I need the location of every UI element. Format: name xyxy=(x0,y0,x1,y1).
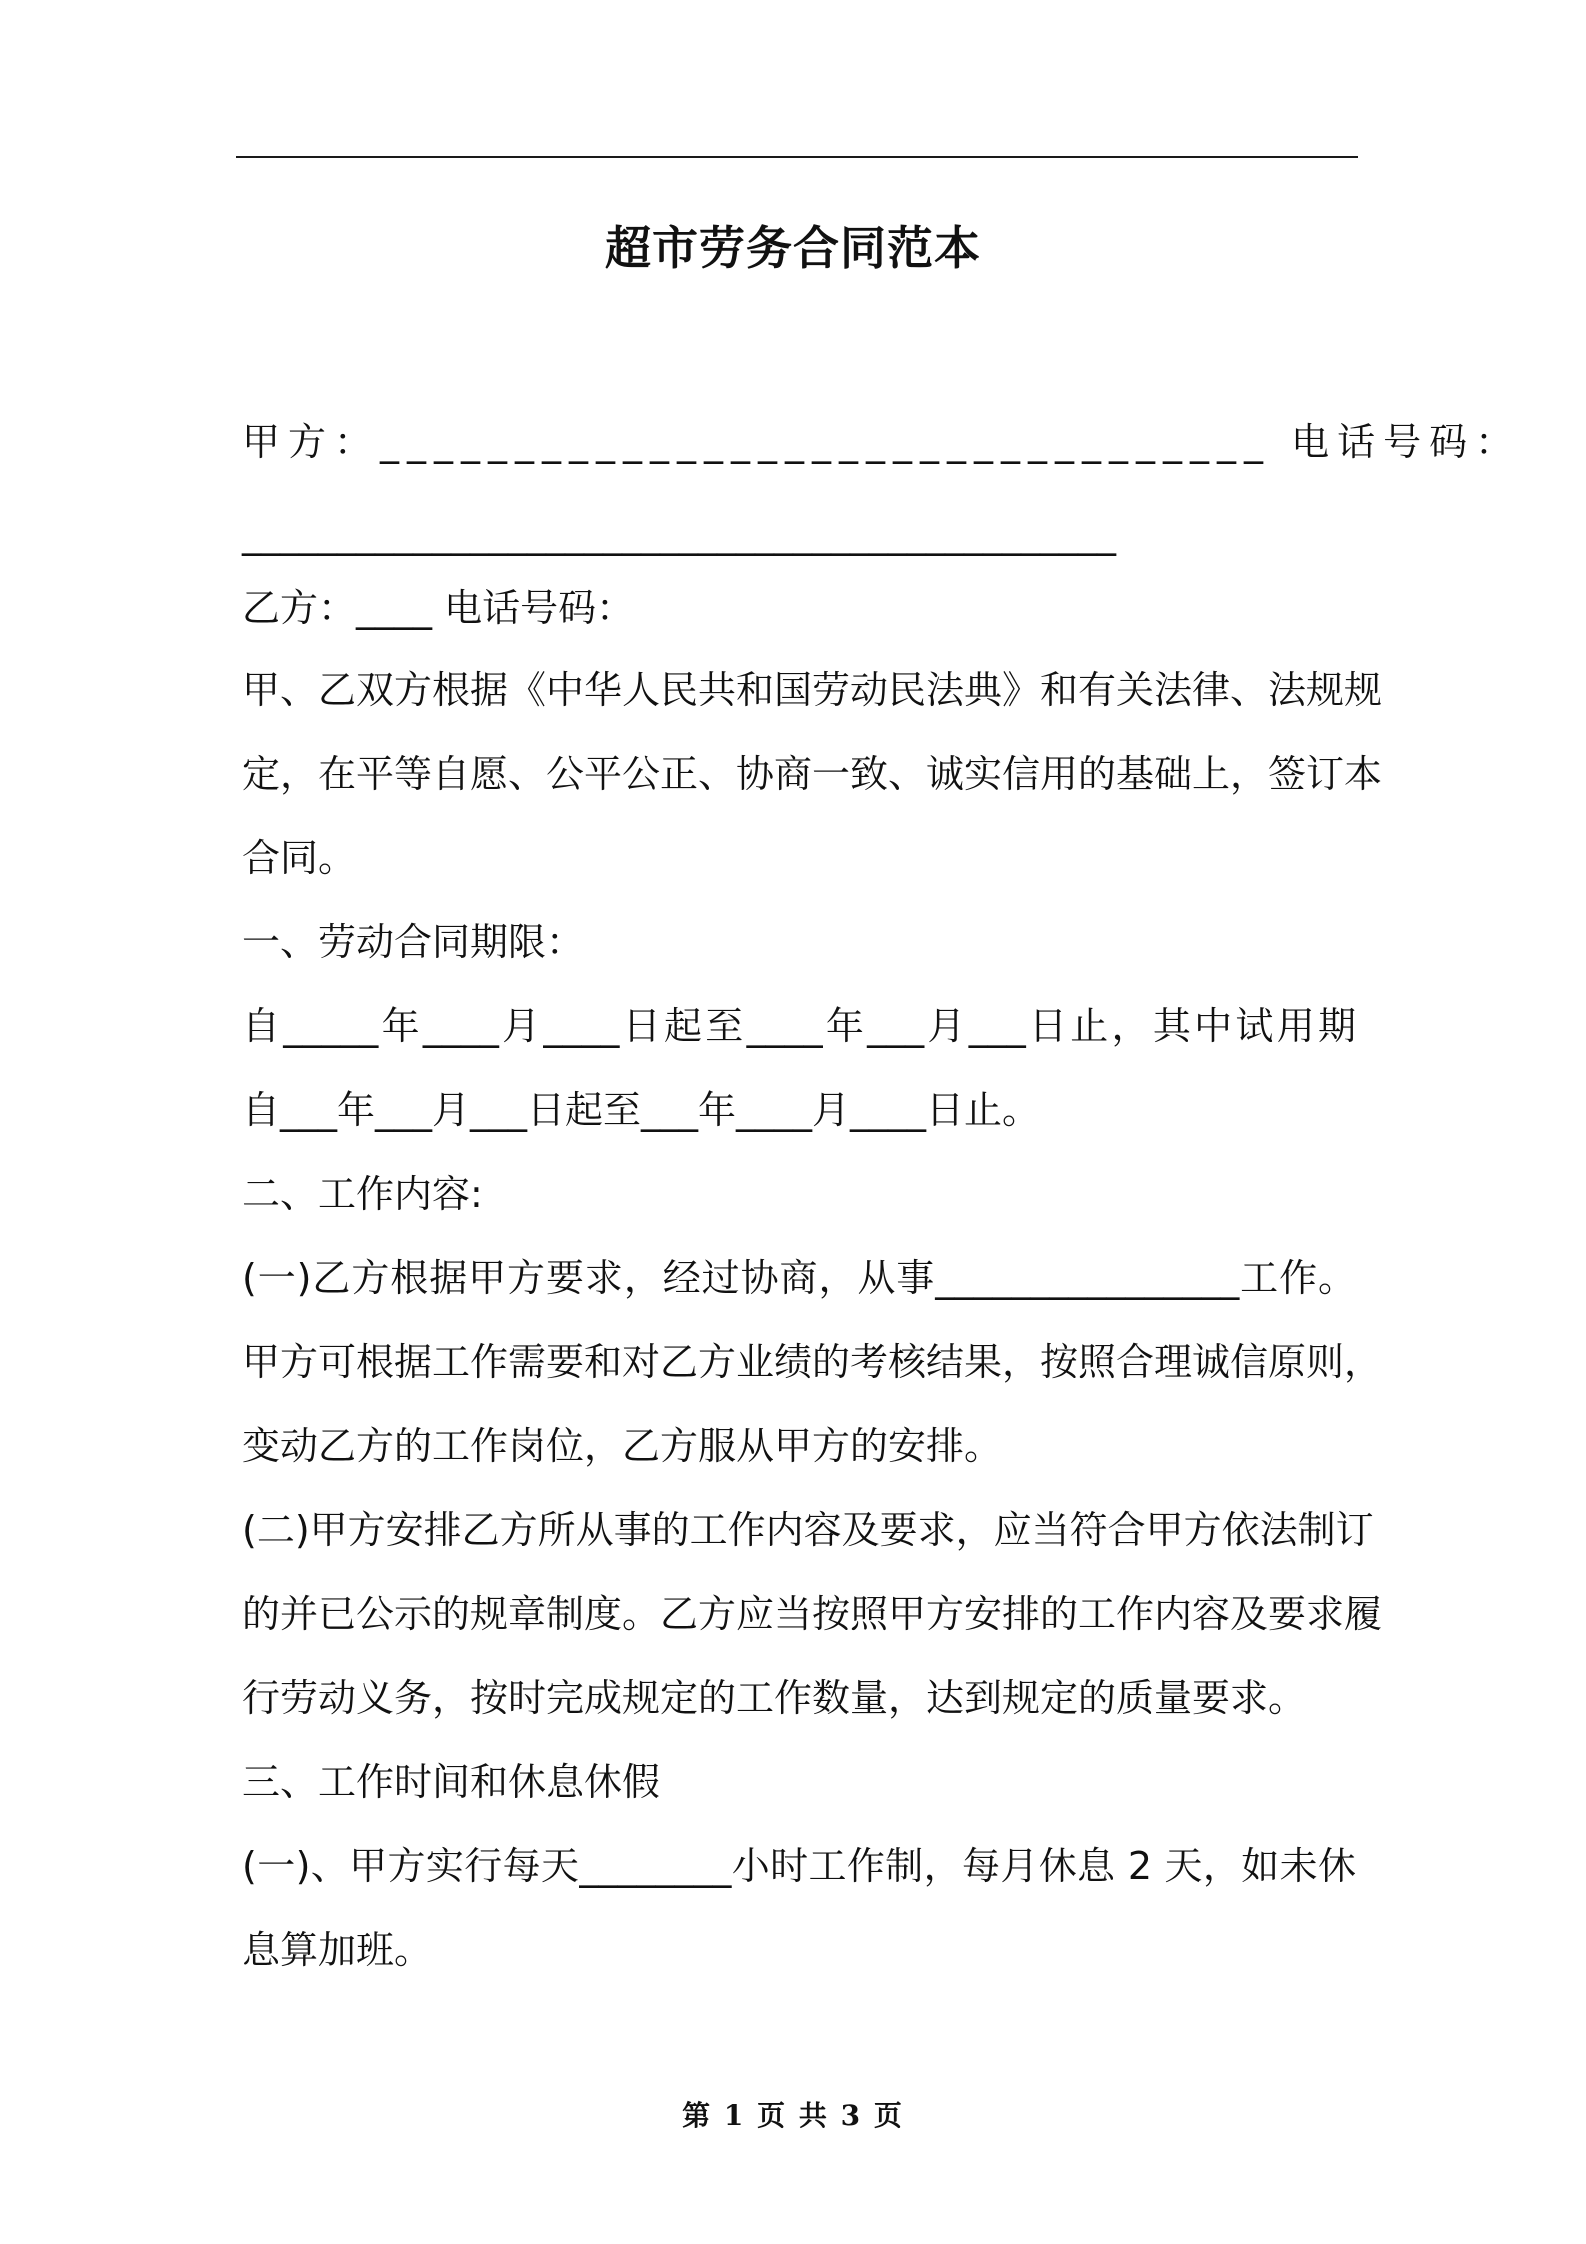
work-line-2: 甲方可根据工作需要和对乙方业绩的考核结果，按照合理诚信原则， xyxy=(242,1340,1383,1384)
work-line-5: 的并已公示的规章制度。乙方应当按照甲方安排的工作内容及要求履 xyxy=(242,1592,1383,1636)
work-line-4: (二)甲方安排乙方所从事的工作内容及要求，应当符合甲方依法制订 xyxy=(242,1508,1374,1552)
term-line-2: 自___年___月___日起至___年____月____日止。 xyxy=(242,1088,1041,1132)
section-heading-work: 二、工作内容: xyxy=(242,1172,483,1216)
term-line-1: 自_____年____月____日起至____年___月___日止，其中试用期 xyxy=(242,1004,1356,1048)
party-a-phone-blank: ______________________________________________ xyxy=(242,512,1116,556)
preamble-line-3: 合同。 xyxy=(242,836,357,880)
document-title: 超市劳务合同范本 xyxy=(605,221,981,275)
work-line-1: (一)乙方根据甲方要求，经过协商，从事________________工作。 xyxy=(242,1256,1356,1300)
party-a-line: 甲方：_________________________________ 电话号码： xyxy=(242,420,1522,464)
work-line-6: 行劳动义务，按时完成规定的工作数量，达到规定的质量要求。 xyxy=(242,1676,1307,1720)
hours-line-2: 息算加班。 xyxy=(242,1928,433,1972)
page-number: 第 1 页 共 3 页 xyxy=(682,2099,904,2132)
party-b-line: 乙方：____ 电话号码： xyxy=(242,586,635,630)
section-heading-hours: 三、工作时间和休息休假 xyxy=(242,1760,661,1804)
preamble-line-1: 甲、乙双方根据《中华人民共和国劳动民法典》和有关法律、法规规 xyxy=(242,668,1383,712)
section-heading-term: 一、劳动合同期限： xyxy=(242,920,585,964)
work-line-3: 变动乙方的工作岗位，乙方服从甲方的安排。 xyxy=(242,1424,1003,1468)
hours-line-1: (一)、甲方实行每天________小时工作制，每月休息 2 天，如未休 xyxy=(242,1844,1356,1888)
preamble-line-2: 定，在平等自愿、公平公正、协商一致、诚实信用的基础上，签订本 xyxy=(242,752,1383,796)
header-rule xyxy=(236,156,1358,158)
